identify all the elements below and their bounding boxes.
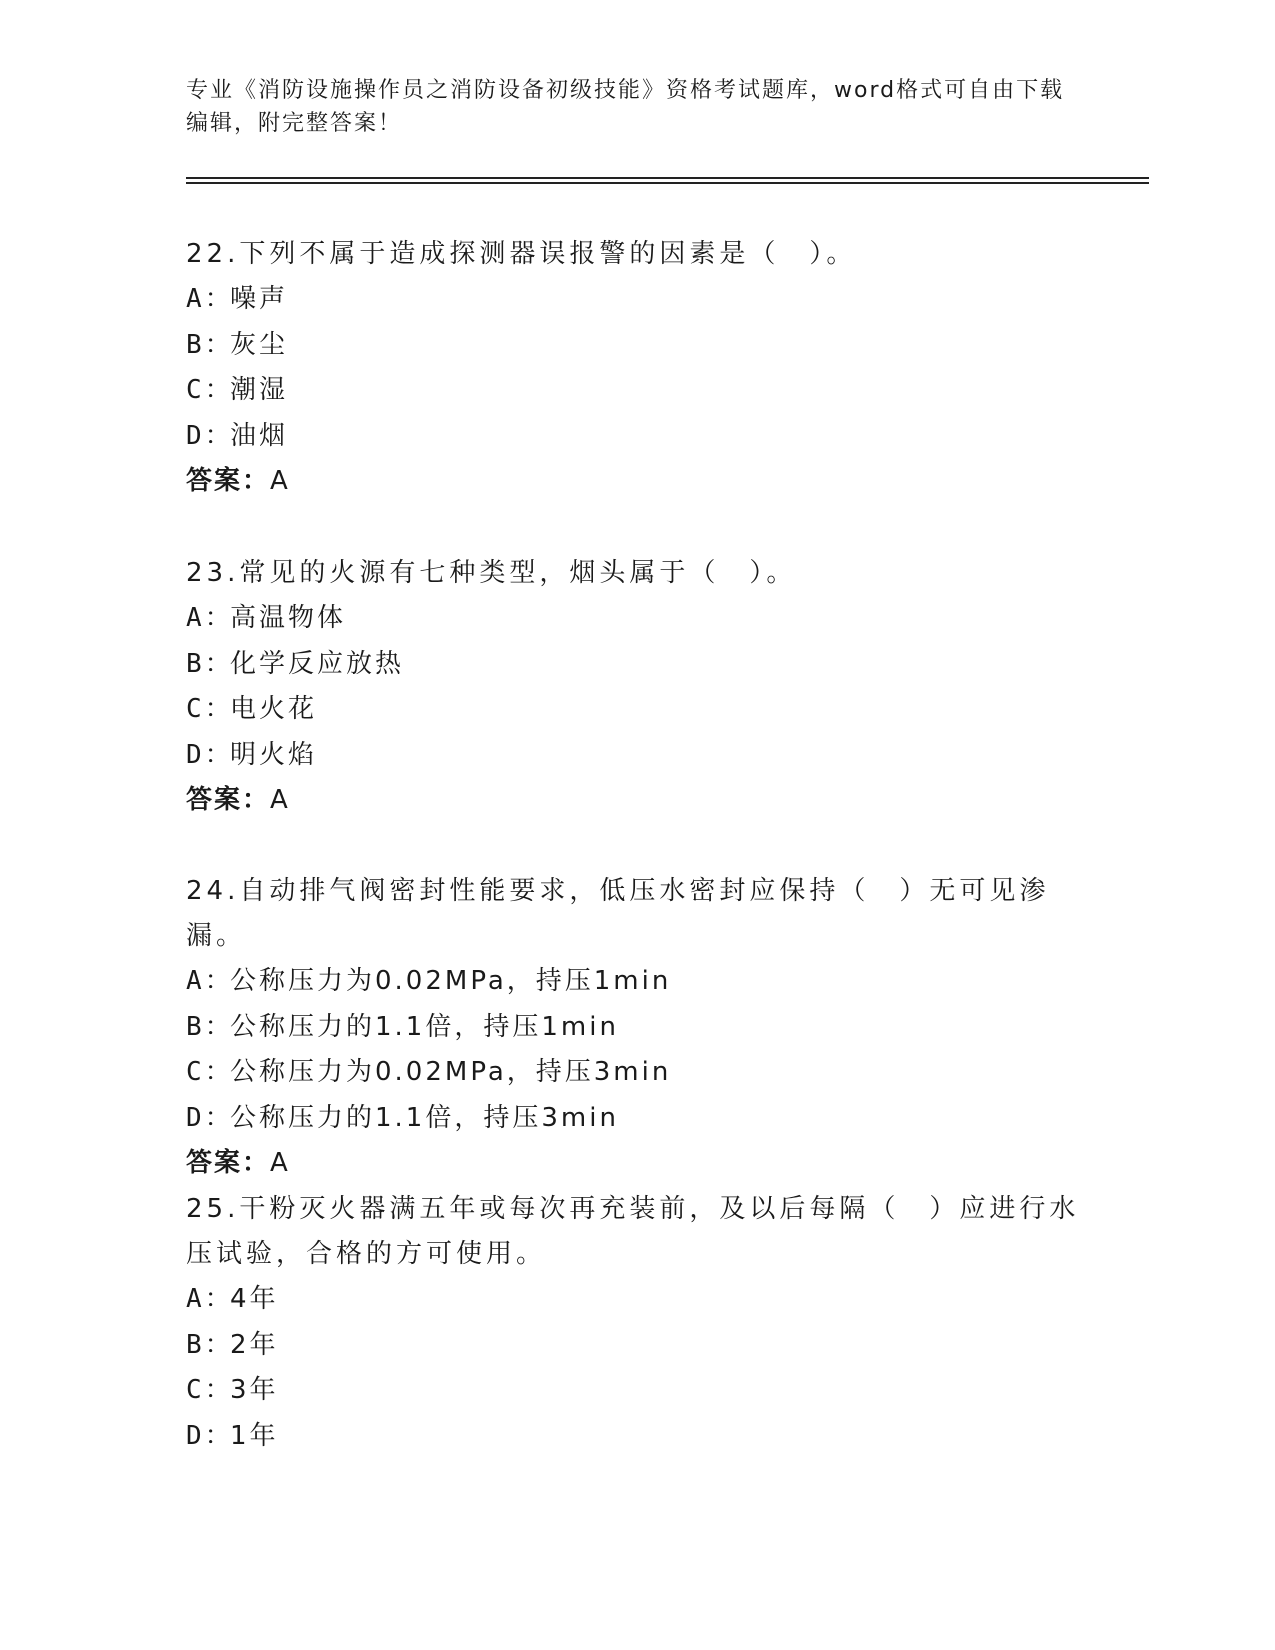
option-b [186, 323, 1086, 369]
option-text: 噪声 [230, 284, 289, 314]
option-letter: D： [186, 420, 234, 451]
option-letter: A： [186, 603, 234, 633]
question-stem: 23.常见的火源有七种类型，烟头属于（ ）。 [186, 558, 797, 588]
option-d [186, 414, 1086, 460]
option-letter: B： [186, 648, 234, 679]
option-text: 油烟 [230, 420, 289, 451]
option-letter: D： [186, 1102, 234, 1133]
option-c [186, 687, 1086, 733]
answer-label: 答案： [186, 466, 271, 496]
question-stem: 22.下列不属于造成探测器误报警的因素是（ ）。 [186, 239, 857, 269]
option-letter: C： [186, 1057, 234, 1087]
question-stem: 25.干粉灭火器满五年或每次再充装前，及以后每隔（ ）应进行水压试验，合格的方可使用。 [186, 1194, 1080, 1269]
option-text: 电火花 [230, 694, 318, 724]
option-text: 公称压力为0.02MPa，持压3min [230, 1057, 672, 1087]
option-a [186, 1277, 1086, 1323]
answer-label: 答案： [186, 1148, 271, 1178]
option-c [186, 1368, 1086, 1414]
option-text: 公称压力的1.1倍，持压1min [230, 1011, 619, 1042]
option-d [186, 1096, 1086, 1142]
option-letter: C： [186, 1375, 234, 1405]
option-text: 公称压力的1.1倍，持压3min [230, 1102, 619, 1133]
answer-value: A [270, 1148, 290, 1178]
answer-line [186, 1141, 1086, 1186]
option-a [186, 277, 1086, 323]
option-text: 3年 [230, 1375, 279, 1405]
option-d [186, 1414, 1086, 1460]
header-divider-bottom [186, 182, 1149, 184]
answer-line [186, 778, 1086, 823]
option-text: 明火焰 [230, 739, 318, 770]
option-text: 化学反应放热 [230, 648, 405, 679]
option-d [186, 733, 1086, 779]
answer-label: 答案： [186, 785, 271, 815]
header-divider-top [186, 177, 1149, 179]
question-23 [186, 551, 1086, 823]
option-a [186, 596, 1086, 642]
option-letter: D： [186, 739, 234, 770]
option-text: 潮湿 [230, 375, 289, 405]
option-letter: C： [186, 375, 234, 405]
option-b [186, 1005, 1086, 1051]
question-24 [186, 869, 1086, 1186]
option-letter: C： [186, 694, 234, 724]
option-text: 1年 [230, 1420, 279, 1451]
option-c [186, 368, 1086, 414]
option-letter: A： [186, 1284, 234, 1314]
document-header: 专业《消防设施操作员之消防设备初级技能》资格考试题库，word格式可自由下载编辑，附完整答案！ [186, 78, 1065, 136]
option-letter: B： [186, 1329, 234, 1360]
option-b [186, 642, 1086, 688]
question-22 [186, 232, 1086, 504]
option-letter: A： [186, 284, 234, 314]
option-text: 4年 [230, 1284, 279, 1314]
answer-line [186, 459, 1086, 504]
option-text: 灰尘 [230, 329, 289, 360]
option-a [186, 959, 1086, 1005]
option-letter: A： [186, 966, 234, 996]
question-stem: 24.自动排气阀密封性能要求，低压水密封应保持（ ）无可见渗漏。 [186, 876, 1050, 951]
answer-value: A [270, 466, 290, 496]
option-letter: B： [186, 1011, 234, 1042]
option-letter: B： [186, 329, 234, 360]
question-25 [186, 1187, 1086, 1459]
option-letter: D： [186, 1420, 234, 1451]
option-text: 公称压力为0.02MPa，持压1min [230, 966, 672, 996]
option-c [186, 1050, 1086, 1096]
option-text: 高温物体 [230, 603, 347, 633]
option-b [186, 1323, 1086, 1369]
answer-value: A [270, 785, 290, 815]
option-text: 2年 [230, 1329, 279, 1360]
